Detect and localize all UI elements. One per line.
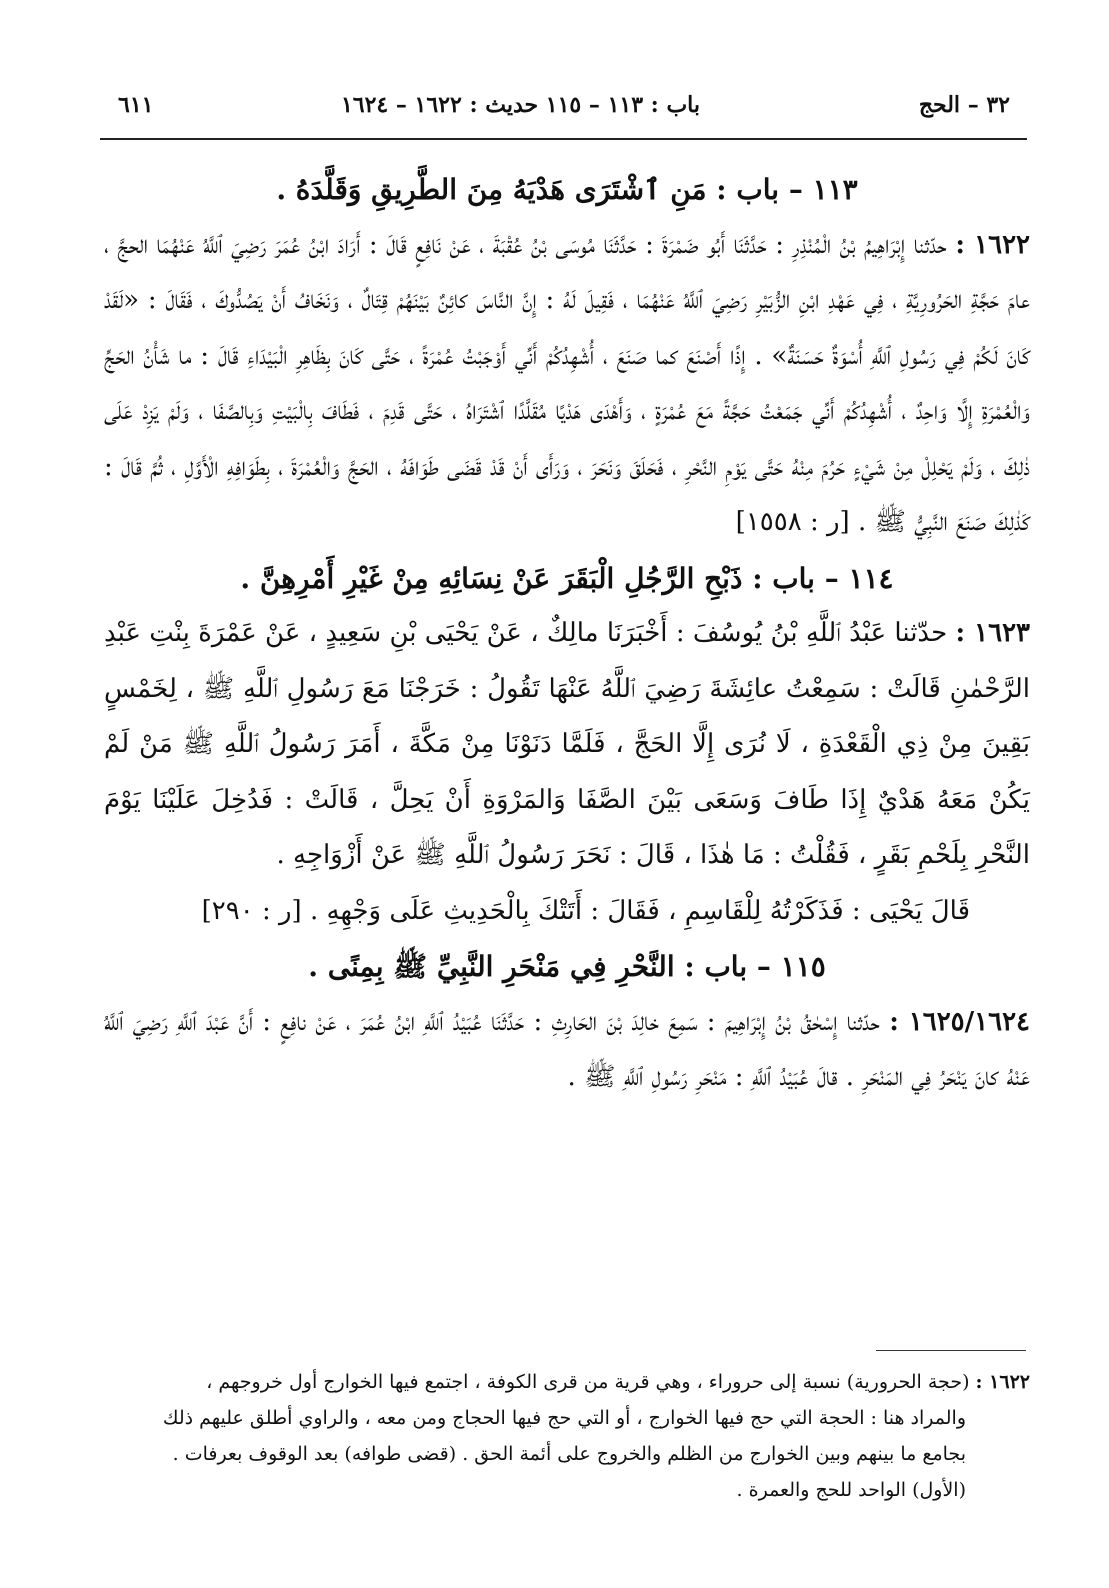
footnotes [104,1364,1030,1508]
bab-heading [104,162,1030,218]
hadith-paragraph [104,995,1030,1106]
page-header [118,88,1010,122]
hadith-number: ١٦٢٥/١٦٢٤ : [889,1006,1030,1037]
footnote-line: والمراد هنا : الحجة التي حج فيها الخوارج ، أو التي حج فيها الحجاج ومن معه ، والراوي أطلق عليهم ذلك [162,1407,966,1429]
hadith-paragraph [104,218,1030,551]
footnote-line: بجامع ما بينهم وبين الخوارج من الظلم والخروج على أئمة الحق . (قضى طوافه) بعد الوقوف بعرفات . [172,1443,966,1465]
bab-title: مَنِ ٱشْتَرَى هَدْيَهُ مِنَ الطَّرِيقِ وَقَلَّدَهُ . [276,173,707,206]
footnote-number: ١٦٢٢ : [975,1371,1030,1393]
bab-heading [104,939,1030,995]
hadith-note [104,884,1030,940]
footnote-line [104,1364,1030,1400]
hadith-number: ١٦٢٢ : [955,229,1030,260]
hadith-paragraph [104,606,1030,884]
header-divider [100,138,1027,140]
bab-title: ذَبْحِ الرَّجُلِ الْبَقَرَ عَنْ نِسَائِهِ مِنْ غَيْرِ أَمْرِهِنَّ . [240,561,743,595]
hadith-text: حدّثنا إِسْحٰقُ بْنُ إِبْرَاهِيمَ : سَمِعَ خالِدَ بْنَ الحَارِثِ : حَدَّثَنَا عُبَيْدُ ٱللَّهِ ابْنُ عُمَرَ ، عَنْ نافِعٍ : أَنَّ عَبْدَ ٱللَّهِ رَضِيَ ٱللَّهُ عَنْهُ كانَ يَنْحَرُ فِي المَنْحَرِ . قالَ عُبَيْدُ ٱللَّهِ : مَنْحَرِ رَسُولِ ٱللَّهِ ﷺ . [104,1006,1030,1092]
page-number: ٦١١ [118,92,154,118]
bab-number: ١١٣ – باب : [716,173,858,206]
hadith-text: حدّثنا عَبْدُ ٱللَّهِ بْنُ يُوسُفَ : أَخْبَرَنَا مالِكٌ ، عَنْ يَحْيَى بْنِ سَعِيدٍ ، عَنْ عَمْرَةَ بِنْتِ عَبْدِ الرَّحْمٰنِ قَالَتْ : سَمِعْتُ عائِشَةَ رَضِيَ ٱللَّهُ عَنْهَا تَقُولُ : خَرَجْنَا مَعَ رَسُولِ ٱللَّهِ ﷺ ، لِخَمْسٍ بَقِينَ مِنْ ذِي الْقَعْدَةِ ، لَا نُرَى إِلَّا الحَجَّ ، فَلَمَّا دَنَوْنَا مِنْ مَكَّةَ ، أَمَرَ رَسُولُ ٱللَّهِ ﷺ مَنْ لَمْ يَكُنْ مَعَهُ هَدْيٌ إِذَا طَافَ وَسَعَى بَيْنَ الصَّفَا وَالمَرْوَةِ أَنْ يَحِلَّ ، قَالَتْ : فَدُخِلَ عَلَيْنَا يَوْمَ النَّحْرِ بِلَحْمِ بَقَرٍ ، فَقُلْتُ : مَا هٰذَا ، قَالَ : نَحَرَ رَسُولُ ٱللَّهِ ﷺ عَنْ أَزْوَاجِهِ . [104,618,1030,870]
hadith-number: ١٦٢٣ : [955,618,1031,648]
hadith-reference: [ر : ١٥٥٨] [735,507,850,537]
hadith-text: حدّثنا إِبْرَاهِيمُ بْنُ الْمُنْذِرِ : حَدَّثَنَا أَبُو ضَمْرَةَ : حَدَّثَنَا مُوسَى بْنُ عُقْبَةَ ، عَنْ نَافِعٍ قَالَ : أَرَادَ ابْنُ عُمَرَ رَضِيَ ٱللَّهُ عَنْهُمَا الحجَّ ، عامَ حَجَّةِ الحَرُورِيَّةِ ، فِي عَهْدِ ابْنِ الزُّبَيْرِ رَضِيَ ٱللَّهُ عَنْهُمَا ، فَقِيلَ لَهُ : إِنَّ النَّاسَ كائِنٌ بَيْنَهُمْ قِتَالٌ ، وَنَخَافُ أَنْ يَصُدُّوكَ ، فَقَالَ : «لَقَدْ كَانَ لَكُمْ فِي رَسُولِ ٱللَّهِ أُسْوَةٌ حَسَنَةٌ» . إِذًا أَصْنَعَ كما صَنَعَ ، أُشْهِدُكُمْ أَنِّي أَوْجَبْتُ عُمْرَةً ، حَتَّى كَانَ بِظَاهِرِ الْبَيْدَاءِ قَالَ : ما شَأْنُ الحَجِّ وَالْعُمْرَةِ إِلَّا وَاحِدٌ ، أُشْهِدُكُمْ أَنِّي جَمَعْتُ حَجَّةً مَعَ عُمْرَةٍ ، وَأَهْدَى هَدْيًا مُقَلَّدًا ٱشْتَرَاهُ ، حَتَّى قَدِمَ ، فَطَافَ بِالْبَيْتِ وَبِالصَّفَا ، وَلَمْ يَزِدْ عَلَى ذٰلِكَ ، وَلَمْ يَحْلِلْ مِنْ شَيْءٍ حَرُمَ مِنْهُ حَتَّى يَوْمِ النَّحْرِ ، فَحَلَقَ وَنَحَرَ ، وَرَأَى أَنْ قَدْ قَضَى طَوَافَهُ ، الحَجَّ وَالْعُمْرَةَ ، بِطَوَافِهِ الْأَوَّلِ ، ثُمَّ قَالَ : كَذٰلِكَ صَنَعَ النَّبِيُّ ﷺ . [104,229,1030,537]
hadith-reference: [ر : ٢٩٠] [201,895,302,926]
hadith-extra-text: قَالَ يَحْيَى : فَذَكَرْتُهُ لِلْقَاسِمِ ، فَقَالَ : أَتَتْكَ بِالْحَدِيثِ عَلَى وَجْهِهِ . [309,895,970,926]
bab-number: ١١٥ – باب : [684,950,826,983]
section-range: باب : ١١٣ – ١١٥ حديث : ١٦٢٢ – ١٦٢٤ [340,92,700,118]
main-text [104,162,1030,1106]
bab-title: النَّحْرِ فِي مَنْحَرِ النَّبِيِّ ﷺ بِمِنًى . [308,950,675,983]
bab-number: ١١٤ – باب : [752,561,894,595]
footnote-divider [876,1350,1026,1351]
bab-heading [104,551,1030,607]
chapter-title: ٣٢ – الحج [918,92,1010,118]
footnote-line: (الأول) الواحد للحج والعمرة . [736,1479,966,1501]
footnote-text: (حجة الحرورية) نسبة إلى حروراء ، وهي قرية من قرى الكوفة ، اجتمع فيها الخوارج أول خروجهم ، [206,1371,970,1393]
